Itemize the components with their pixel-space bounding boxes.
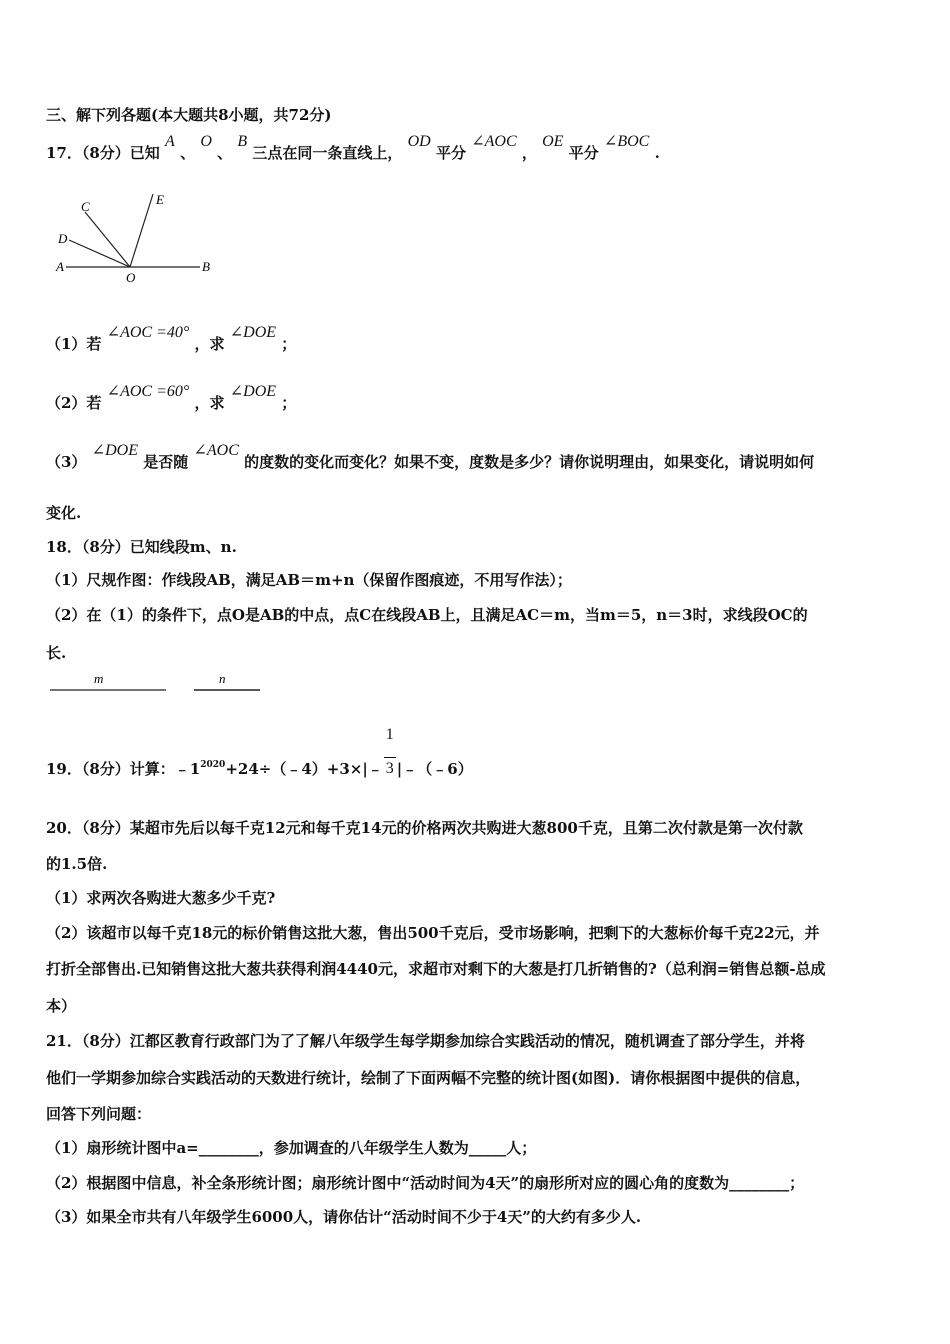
label-n: n — [219, 671, 226, 686]
label-d: D — [58, 231, 68, 246]
q17-p3-cont: 变化. — [46, 504, 82, 522]
q17-sep-2: 、 — [217, 144, 233, 162]
q17-bisect-2: 平分 — [568, 144, 599, 162]
q17-p1-mid: ，求 — [194, 335, 225, 353]
label-a: A — [56, 259, 64, 274]
q19-text-2: |﹣（﹣6） — [396, 760, 473, 778]
q17-p1-cond: ∠AOC =40° — [106, 324, 190, 341]
q17-p3-t2: 的度数的变化而变化？如果不变，度数是多少？请你说明理由，如果变化，请说明如何 — [244, 453, 815, 471]
q20-part-1: （1）求两次各购进大葱多少千克? — [46, 889, 276, 907]
q18-part-2-cont: 长. — [46, 644, 67, 662]
q17-p3-label: （3） — [46, 453, 87, 471]
q21-part-3: （3）如果全市共有八年级学生6000人，请你估计“活动时间不少于4天”的大约有多少人. — [46, 1208, 642, 1226]
q20-part-2-cont-1: 打折全部售出.已知销售这批大葱共获得利润4440元，求超市对剩下的大葱是打几折销售的?（总利润=销售总额-总成 — [46, 960, 826, 978]
q17-p3-t1: 是否随 — [143, 453, 189, 471]
angle-aoc: ∠AOC — [471, 133, 517, 150]
q17-head: 17．（8分）已知 — [46, 144, 160, 162]
q17-p1-target: ∠DOE — [229, 324, 277, 341]
q17-figure — [50, 188, 220, 284]
q17-part-2 — [46, 383, 297, 413]
ray-oe: OE — [542, 133, 564, 150]
fraction-one-third — [383, 726, 397, 780]
q17-p3-b: ∠AOC — [193, 442, 239, 459]
q19-stem — [46, 726, 473, 780]
ray-oe-line — [130, 194, 153, 267]
q17-part-1 — [46, 324, 297, 354]
q17-end: . — [654, 144, 660, 162]
q17-p2-label: （2）若 — [46, 394, 102, 412]
q19-exponent: 2020 — [200, 760, 226, 770]
q18-head: 18．（8分）已知线段m、n. — [46, 538, 237, 556]
q17-p2-target: ∠DOE — [229, 383, 277, 400]
q18-part-2: （2）在（1）的条件下，点O是AB的中点，点C在线段AB上，且满足AC＝m，当m＝5，n＝3时，求线段OC的 — [46, 606, 808, 624]
q17-sep-1: 、 — [180, 144, 196, 162]
ray-od-line — [69, 240, 130, 267]
fraction-bar — [384, 757, 396, 758]
q17-p2-mid: ，求 — [194, 394, 225, 412]
q17-bisect-1: 平分 — [435, 144, 466, 162]
angle-boc: ∠BOC — [603, 133, 650, 150]
q18-part-1: （1）尺规作图：作线段AB，满足AB＝m+n（保留作图痕迹，不用写作法）； — [46, 571, 572, 589]
q17-comma: ， — [521, 144, 537, 162]
q21-stem-3: 回答下列问题： — [46, 1105, 152, 1123]
label-b: B — [202, 259, 210, 274]
label-o: O — [126, 270, 136, 284]
label-e: E — [156, 192, 164, 207]
q17-p1-label: （1）若 — [46, 335, 102, 353]
q20-part-2: （2）该超市以每千克18元的标价销售这批大葱，售出500千克后，受市场影响，把剩下的大葱标价每千克22元，并 — [46, 924, 820, 942]
ray-od: OD — [407, 133, 431, 150]
section-title: 三、解下列各题(本大题共8小题，共72分) — [46, 106, 332, 124]
q19-text-1: +24÷（﹣4）+3×|﹣ — [225, 760, 383, 778]
segments-figure — [46, 670, 276, 696]
point-a: A — [165, 133, 175, 150]
fraction-denominator: 3 — [385, 760, 394, 777]
fraction-numerator: 1 — [385, 726, 394, 743]
q19-head: 19．（8分）计算：﹣1 — [46, 760, 201, 778]
q17-p3-a: ∠DOE — [91, 442, 138, 459]
q21-part-2: （2）根据图中信息，补全条形统计图；扇形统计图中“活动时间为4天”的扇形所对应的圆心角的度数为________； — [46, 1174, 805, 1192]
q20-stem-1: 20．（8分）某超市先后以每千克12元和每千克14元的价格两次共购进大葱800千克，且第二次付款是第一次付款 — [46, 819, 803, 837]
q20-part-2-cont-2: 本） — [46, 997, 77, 1015]
q17-stem — [46, 133, 660, 163]
q20-stem-2: 的1.5倍. — [46, 855, 108, 873]
q17-p2-cond: ∠AOC =60° — [106, 383, 190, 400]
label-m: m — [94, 671, 104, 686]
q17-p2-end: ； — [281, 394, 297, 412]
label-c: C — [81, 199, 90, 214]
q21-stem-1: 21．（8分）江都区教育行政部门为了了解八年级学生每学期参加综合实践活动的情况，随机调查了部分学生，并将 — [46, 1032, 805, 1050]
point-o: O — [200, 133, 212, 150]
ray-oc-line — [85, 212, 130, 267]
q17-text-1: 三点在同一条直线上， — [252, 144, 403, 162]
q17-part-3 — [46, 442, 815, 472]
q21-stem-2: 他们一学期参加综合实践活动的天数进行统计，绘制了下面两幅不完整的统计图(如图)．请你根据图中提供的信息， — [46, 1069, 811, 1087]
q17-p1-end: ； — [281, 335, 297, 353]
q21-part-1: （1）扇形统计图中a=________，参加调查的八年级学生人数为_____人； — [46, 1139, 537, 1157]
point-b: B — [237, 133, 248, 150]
